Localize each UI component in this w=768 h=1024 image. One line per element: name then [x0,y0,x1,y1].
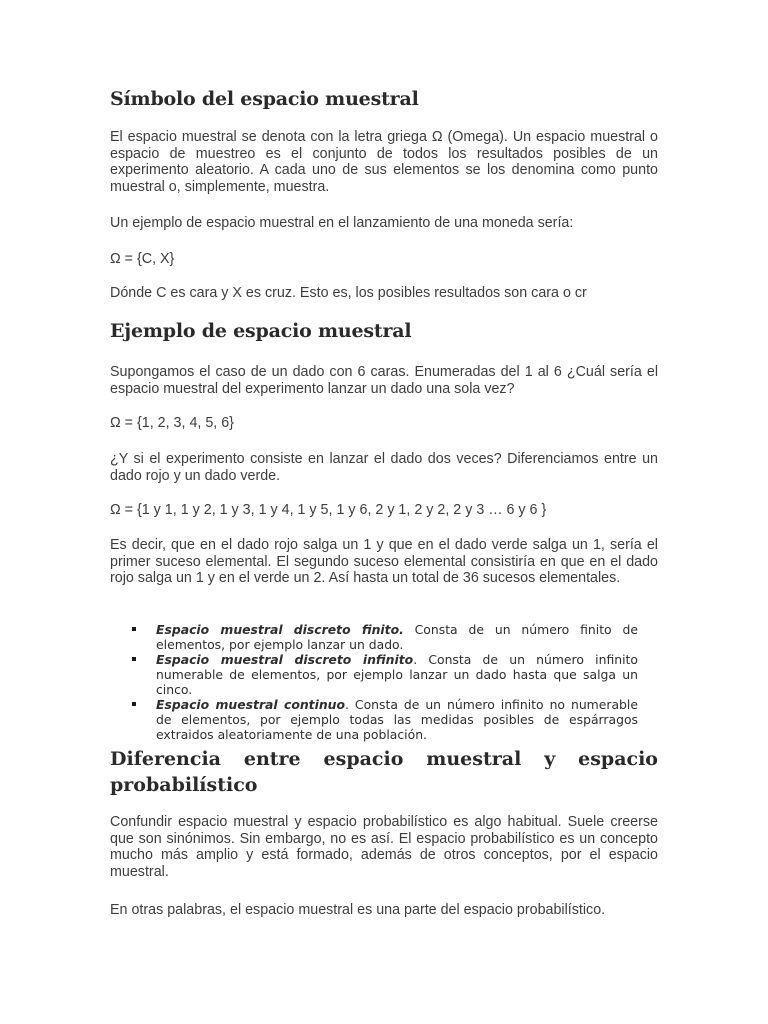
formula-dos-dados: Ω = {1 y 1, 1 y 2, 1 y 3, 1 y 4, 1 y 5, 1 y 6, 2 y 1, 2 y 2, 2 y 3 … 6 y 6 } [110,502,547,518]
heading-diferencia-line1 [110,746,658,772]
bullet-icon [132,657,136,661]
list-item-term: Espacio muestral discreto infinito [156,652,414,667]
paragraph-cara-cruz: Dónde C es cara y X es cruz. Esto es, los posibles resultados son cara o cr [110,285,587,301]
heading-word: muestral [426,748,522,770]
heading-word: espacio [578,748,658,770]
paragraph-dado: Supongamos el caso de un dado con 6 caras. Enumeradas del 1 al 6 ¿Cuál sería el espacio muestral del experimento lanzar un dado una sola vez? [110,364,658,397]
heading-diferencia [110,746,658,798]
list-item-text: Consta de un número finito de elementos, por ejemplo lanzar un dado. [156,622,638,652]
bullet-icon [132,702,136,706]
list-item [132,697,638,742]
heading-word: entre [243,748,301,770]
paragraph-confundir: Confundir espacio muestral y espacio probabilístico es algo habitual. Suele creerse que son sinónimos. Sin embargo, no es así. El espacio probabilístico es un concepto mucho más amplio y está formado, además de otros conceptos, por el espacio muestral. [110,814,658,880]
paragraph-sucesos-elementales: Es decir, que en el dado rojo salga un 1 y que en el dado verde salga un 1, sería el primer suceso elemental. El segundo suceso elemental consistiría en que en el dado rojo salga un 1 y en el verde un 2. Así hasta un total de 36 sucesos elementales. [110,537,658,586]
paragraph-simbolo-definicion: El espacio muestral se denota con la letra griega Ω (Omega). Un espacio muestral o espacio de muestreo es el conjunto de todos los resultados posibles de un experimento aleatorio. A cada uno de sus elementos se los denomina como punto muestral o, simplemente, muestra. [110,129,658,195]
list-item [132,652,638,697]
tipos-espacio-muestral-list [132,622,638,742]
formula-moneda: Ω = {C, X} [110,251,175,267]
list-item-term: Espacio muestral discreto finito. [156,622,404,637]
heading-simbolo: Símbolo del espacio muestral [110,88,419,110]
heading-word: y [544,748,556,770]
list-item-term: Espacio muestral continuo [156,697,346,712]
list-item-text: . Consta de un número infinito no numerable de elementos, por ejemplo todas las medidas posibles de espárragos extraidos aleatoriamente de una población. [156,697,638,742]
bullet-icon [132,627,136,631]
heading-word: Diferencia [110,748,221,770]
paragraph-otras-palabras: En otras palabras, el espacio muestral es una parte del espacio probabilístico. [110,902,606,918]
paragraph-ejemplo-moneda: Un ejemplo de espacio muestral en el lanzamiento de una moneda sería: [110,215,574,231]
list-item-text: . Consta de un número infinito numerable de elementos, por ejemplo lanzar un dado hasta que salga un cinco. [156,652,638,697]
heading-ejemplo: Ejemplo de espacio muestral [110,320,412,342]
heading-diferencia-line2: probabilístico [110,774,258,796]
list-item [132,622,638,652]
formula-dado: Ω = {1, 2, 3, 4, 5, 6} [110,415,234,431]
paragraph-dos-dados: ¿Y si el experimento consiste en lanzar el dado dos veces? Diferenciamos entre un dado rojo y un dado verde. [110,451,658,484]
heading-word: espacio [323,748,404,770]
